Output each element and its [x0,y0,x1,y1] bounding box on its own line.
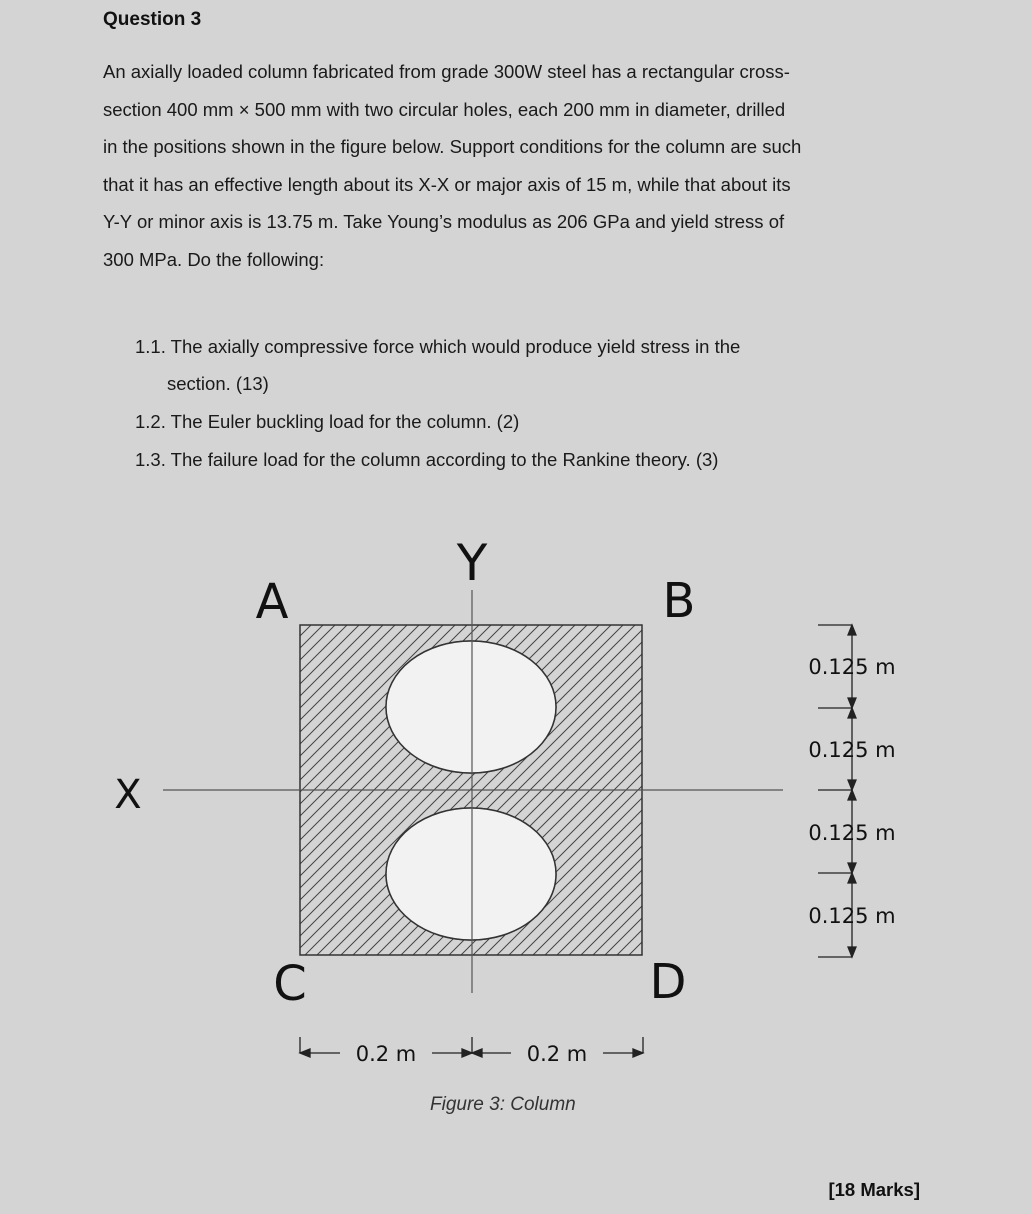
task-item [135,336,740,358]
task-item [135,449,718,471]
question-intro [103,53,933,278]
question-heading: Question 3 [103,9,202,30]
total-marks: [18 Marks] [828,1179,920,1200]
intro-line: Y-Y or minor axis is 13.75 m. Take Young’s modulus as 206 GPa and yield stress of [103,211,785,232]
task-number: 1.1. [135,336,166,357]
intro-line: section 400 mm × 500 mm with two circular holes, each 200 mm in diameter, drilled [103,98,786,120]
corner-label-c: C [273,956,307,1012]
lower-hole [386,808,556,940]
intro-line: 300 MPa. Do the following: [103,248,325,270]
intro-line: in the positions shown in the figure below. Support conditions for the column are such [103,136,802,157]
x-axis-label: X [114,772,142,818]
column-cross-section-figure [0,520,1032,1080]
corner-label-d: D [649,954,687,1010]
intro-line: An axially loaded column fabricated from grade 300W steel has a rectangular cross- [103,61,790,82]
corner-label-a: A [255,574,289,630]
task-text: The failure load for the column according to the Rankine theory. (3) [170,449,719,470]
figure-caption: Figure 3: Column [430,1094,576,1115]
task-item [135,411,519,433]
vertical-dim-label: 0.125 m [808,738,896,762]
task-number: 1.3. [135,449,166,470]
task-number: 1.2. [135,411,166,432]
horizontal-dim-label: 0.2 m [355,1042,417,1066]
upper-hole [386,641,556,773]
vertical-dim-label: 0.125 m [808,655,896,679]
vertical-dim-label: 0.125 m [808,904,896,928]
task-text: The Euler buckling load for the column. (2) [170,411,520,432]
horizontal-dim-label: 0.2 m [526,1042,588,1066]
vertical-dim-label: 0.125 m [808,821,896,845]
horizontal-dimension-chain [300,1037,643,1057]
task-continuation: section. (13) [167,373,269,394]
corner-label-b: B [662,573,696,629]
y-axis-label: Y [456,534,488,592]
intro-line: that it has an effective length about its X-X or major axis of 15 m, while that about its [103,173,791,195]
task-text: The axially compressive force which would produce yield stress in the [170,336,741,357]
